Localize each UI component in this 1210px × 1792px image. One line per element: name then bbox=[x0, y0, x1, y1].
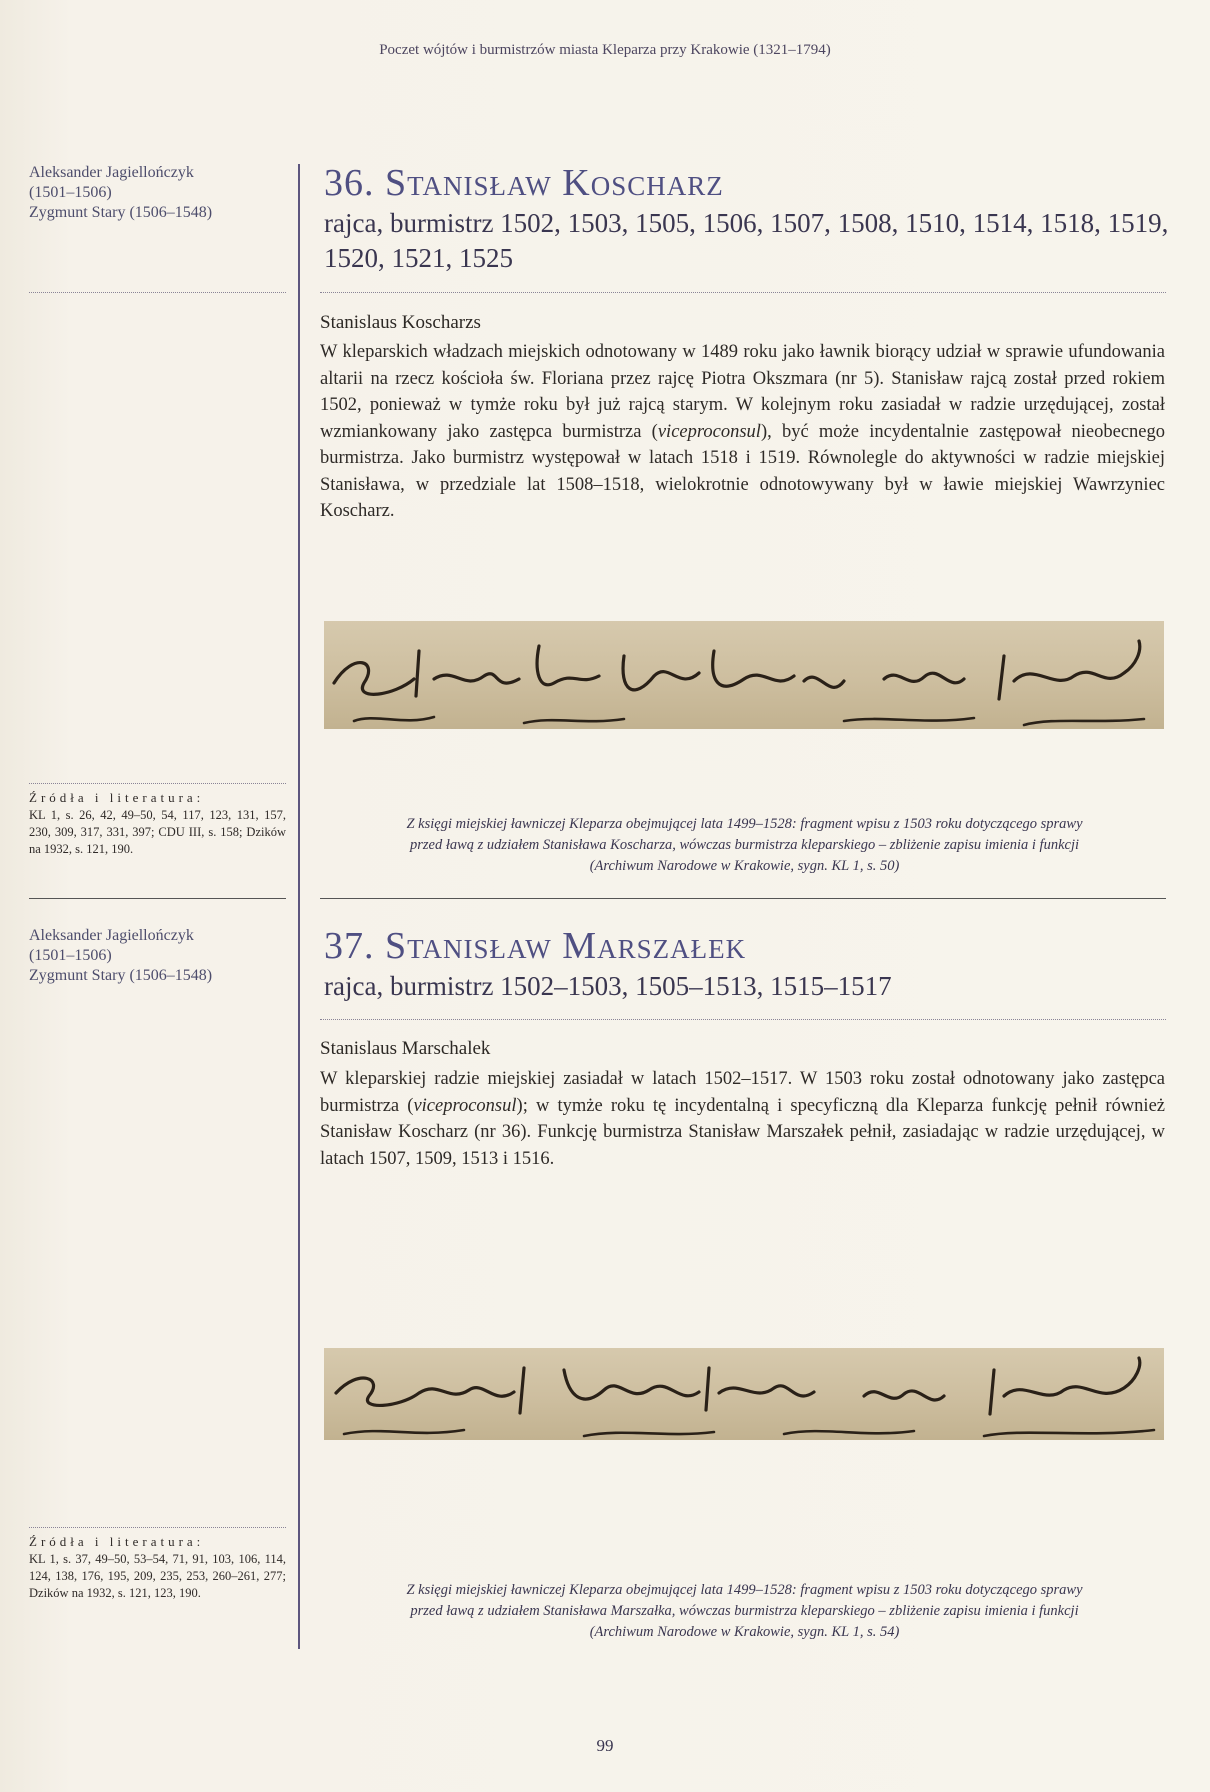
manuscript-image-37 bbox=[324, 1348, 1164, 1440]
sidebar-rulers-37 bbox=[29, 926, 286, 986]
latin-term: viceproconsul bbox=[413, 1095, 517, 1116]
latin-name-36: Stanislaus Koscharzs bbox=[320, 312, 481, 333]
sources-heading: Źródła i literatura: bbox=[29, 1534, 205, 1549]
entry-subtitle-36: rajca, burmistrz 1502, 1503, 1505, 1506, 1507, 1508, 1510, 1514, 1518, 1519, 1520, 1521, 1525 bbox=[324, 208, 1169, 273]
sidebar-rulers-36 bbox=[29, 163, 286, 223]
sources-36 bbox=[29, 789, 286, 858]
ruler-line: Aleksander Jagiellończyk bbox=[29, 927, 194, 944]
handwriting-image bbox=[324, 621, 1164, 729]
entry-body-37: W kleparskiej radzie miejskiej zasiadał w latach 1502–1517. W 1503 roku został odnotowany jako zastępca burmistrza (viceproconsul); w tymże roku tę incydentalną i specyficzną dla Kleparza funkcję pełnił również Stanisław Koscharz (nr 36). Funkcję burmistrza Stanisław Marszałek pełnił, zasiadając w radzie urzędującej, w latach 1507, 1509, 1513 i 1516. bbox=[320, 1069, 1165, 1169]
entry-subtitle-37: rajca, burmistrz 1502–1503, 1505–1513, 1515–1517 bbox=[324, 971, 892, 1001]
sidebar-rule bbox=[29, 898, 286, 899]
entry-body-36: W kleparskich władzach miejskich odnotowany w 1489 roku jako ławnik biorący udział w sprawie ufundowania altarii na rzecz kościoła św. Floriana przez rajcę Piotra Okszmara (nr 5). Stanisław rajcą został przed rokiem 1502, ponieważ w tymże roku był już rajcą starym. W kolejnym roku zasiadał w radzie urzędującej, został wzmiankowany jako zastępca burmistrza (viceproconsul), być może incydentalnie zastępował nieobecnego burmistrza. Jako burmistrz występował w latach 1518 i 1519. Równolegle do aktywności w radzie miejskiej Stanisława, w przedziale lat 1508–1518, wielokrotnie odnotowywany był w ławie miejskiej Wawrzyniec Koscharz. bbox=[320, 342, 1165, 521]
entry-separator bbox=[320, 898, 1166, 899]
column-divider bbox=[298, 164, 300, 1649]
latin-term: viceproconsul bbox=[657, 421, 761, 442]
entry-divider bbox=[320, 292, 1166, 293]
sources-text: KL 1, s. 37, 49–50, 53–54, 71, 91, 103, 106, 114, 124, 138, 176, 195, 209, 235, 253, 260–261, 277; Dzików na 1932, s. 121, 123, 190. bbox=[29, 1552, 286, 1600]
ruler-line: (1501–1506) bbox=[29, 947, 112, 964]
latin-name-37: Stanislaus Marschalek bbox=[320, 1038, 491, 1059]
running-head: Poczet wójtów i burmistrzów miasta Kleparza przy Krakowie (1321–1794) bbox=[379, 42, 831, 58]
ruler-line: Zygmunt Stary (1506–1548) bbox=[29, 967, 213, 984]
entry-title-37: 37. Stanisław Marszałek bbox=[324, 925, 747, 967]
ruler-line: Zygmunt Stary (1506–1548) bbox=[29, 204, 213, 221]
manuscript-image-36 bbox=[324, 621, 1164, 729]
entry-divider bbox=[320, 1019, 1166, 1020]
handwriting-image bbox=[324, 1348, 1164, 1440]
image-caption-36: Z księgi miejskiej ławniczej Kleparza obejmującej lata 1499–1528: fragment wpisu z 1503 roku dotyczącego sprawy przed ławą z udziałem Stanisława Koscharza, wówczas burmistrza kleparskiego – zbliżenie zapisu imienia i funkcji (Archiwum Narodowe w Krakowie, sygn. KL 1, s. 50) bbox=[406, 816, 1083, 874]
sources-37 bbox=[29, 1533, 286, 1602]
image-caption-37: Z księgi miejskiej ławniczej Kleparza obejmującej lata 1499–1528: fragment wpisu z 1503 roku dotyczącego sprawy przed ławą z udziałem Stanisława Marszałka, wówczas burmistrza kleparskiego – zbliżenie zapisu imienia i funkcji (Archiwum Narodowe w Krakowie, sygn. KL 1, s. 54) bbox=[406, 1582, 1083, 1640]
ruler-line: (1501–1506) bbox=[29, 184, 112, 201]
sidebar-divider bbox=[29, 783, 286, 784]
sources-text: KL 1, s. 26, 42, 49–50, 54, 117, 123, 131, 157, 230, 309, 317, 331, 397; CDU III, s. 158; Dzików na 1932, s. 121, 190. bbox=[29, 808, 286, 856]
sources-heading: Źródła i literatura: bbox=[29, 790, 205, 805]
sidebar-divider bbox=[29, 1527, 286, 1528]
sidebar-divider bbox=[29, 292, 286, 293]
entry-title-36: 36. Stanisław Koscharz bbox=[324, 162, 724, 204]
page-number: 99 bbox=[596, 1736, 614, 1755]
ruler-line: Aleksander Jagiellończyk bbox=[29, 164, 194, 181]
